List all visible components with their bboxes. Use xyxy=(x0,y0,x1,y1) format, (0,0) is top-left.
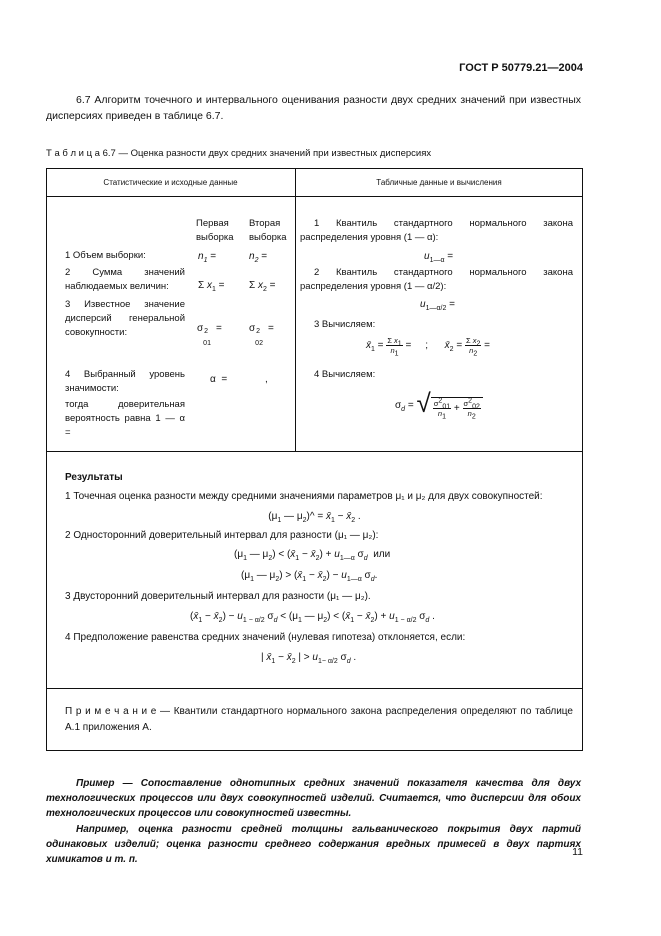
example-paragraph: Пример — Сопоставление однотипных средних значений показателя качества для двух технологических процессов или двух совокупностей изделий. Считается, что дисперсии для обоих технологических процессов или совокупностей известны. xyxy=(46,778,581,819)
alpha-value: α = xyxy=(210,374,228,385)
u-1-alpha: $u_{1—\alpha}$ = xyxy=(424,251,454,264)
table-note: П р и м е ч а н и е — Квантили стандартного нормального закона распределения определяют по таблице А.1 приложения А. xyxy=(65,706,573,733)
example-paragraph-2: Например, оценка разности средней толщины гальванического покрытия двух партий одинаковых изделий; оценка разности среднего содержания вредных примесей в двух партиях химикатов и т. п. xyxy=(46,824,581,865)
page-number: 11 xyxy=(572,846,583,858)
sigma01-squared: σ 2 01 = xyxy=(197,323,222,347)
header-right: Табличные данные и вычисления xyxy=(376,178,502,187)
intro-paragraph: 6.7 Алгоритм точечного и интервального оценивания разности двух средних значений при известных дисперсиях приведен в таблице 6.7. xyxy=(46,94,581,122)
result-4: 4 Предположение равенства средних значений (нулевая гипотеза) отклоняется, если: xyxy=(65,632,466,643)
col-second-sample: Вторая выборка xyxy=(249,218,287,243)
result-4-formula: | $x̄_1$ − $x̄_2$ | > $u_{1- \alpha/2}$ $\sigma_d$ . xyxy=(261,652,357,665)
right-quantile-2: 2 Квантиль стандартного нормального закона распределения уровня (1 — α/2): xyxy=(300,267,573,292)
n1-value: $n_1$ = xyxy=(198,251,217,264)
row-confidence-label: тогда доверительная вероятность равна 1 — α = xyxy=(65,399,185,438)
sigma02-squared: σ 2 02 = xyxy=(249,323,274,347)
row-sum-label: 2 Сумма значений наблюдаемых величин: xyxy=(65,267,185,292)
table-column-divider xyxy=(295,168,296,451)
u-1-alpha-half: $u_{1—\alpha/2}$ = xyxy=(420,299,455,312)
result-1-formula: ($\mu_1$ — $\mu_2)\^{}$ = $x̄_1$ − $x̄_2$ . xyxy=(268,511,361,524)
sigma-d-formula: $\sigma_d$ = √ $\frac{\sigma^2_{01}}{n_1}$ + $\frac{\sigma^2_{02}}{n_2}$ xyxy=(395,393,483,418)
sum-x2: Σ $x_2$ = xyxy=(249,280,276,293)
right-compute-4: 4 Вычисляем: xyxy=(314,369,376,380)
result-2-formula-a: ($\mu_1$ — $\mu_2$) < ($x̄_1$ − $x̄_2) + u_{1—\alpha}$ $\sigma_d$ или xyxy=(234,549,391,562)
table-caption-text: 6.7 — Оценка разности двух средних значений при известных дисперсиях xyxy=(102,148,432,159)
alpha-comma: , xyxy=(265,374,268,385)
table-note-divider xyxy=(46,688,583,689)
sum-x1: Σ $x_1$ = xyxy=(198,280,225,293)
table-results-divider xyxy=(46,451,583,452)
table-caption xyxy=(46,147,431,161)
table-header-divider xyxy=(46,196,583,197)
result-2: 2 Односторонний доверительный интервал для разности (μ₁ — μ₂): xyxy=(65,530,379,541)
result-2-formula-b: ($\mu_1$ — $\mu_2$) > ($x̄_1$ − $x̄_2) - u_{1—\alpha}$ $\sigma_d$. xyxy=(241,570,378,583)
row-variance-label: 3 Известное значение дисперсий генеральной совокупности: xyxy=(65,299,185,338)
results-title: Результаты xyxy=(65,472,123,483)
col-first-sample: Первая выборка xyxy=(196,218,234,243)
n2-value: $n_2$ = xyxy=(249,251,268,264)
result-1: 1 Точечная оценка разности между средними значениями параметров μ₁ и μ₂ для двух совокупностей: xyxy=(65,491,543,502)
result-3: 3 Двусторонний доверительный интервал для разности (μ₁ — μ₂). xyxy=(65,591,371,602)
row-significance-label: 4 Выбранный уровень значимости: xyxy=(65,369,185,394)
row-sample-size-label: 1 Объем выборки: xyxy=(65,250,146,261)
header-left: Статистические и исходные данные xyxy=(103,178,238,187)
doc-code: ГОСТ Р 50779.21—2004 xyxy=(459,62,583,74)
table-caption-label: Т а б л и ц а xyxy=(46,148,100,159)
result-3-formula: ($x̄_1$ − $x̄_2) - u_{1 - \alpha/2}$ $\sigma_d < (\mu_1$ — $\mu_2$) < ($x̄_1$ − $x̄_2) + u_{1 - \alpha/2}$ $\sigma_d$ . xyxy=(190,611,435,624)
right-quantile-1: 1 Квантиль стандартного нормального закона распределения уровня (1 — α): xyxy=(300,218,573,243)
mean-formulas: $x̄_1$ = $\frac{\Sigma x_1}{n_1}$ = ; $x̄_2$ = $\frac{\Sigma x_2}{n_2}$ = xyxy=(366,336,490,358)
result-2-or: или xyxy=(373,549,391,560)
right-compute-3: 3 Вычисляем: xyxy=(314,319,376,330)
